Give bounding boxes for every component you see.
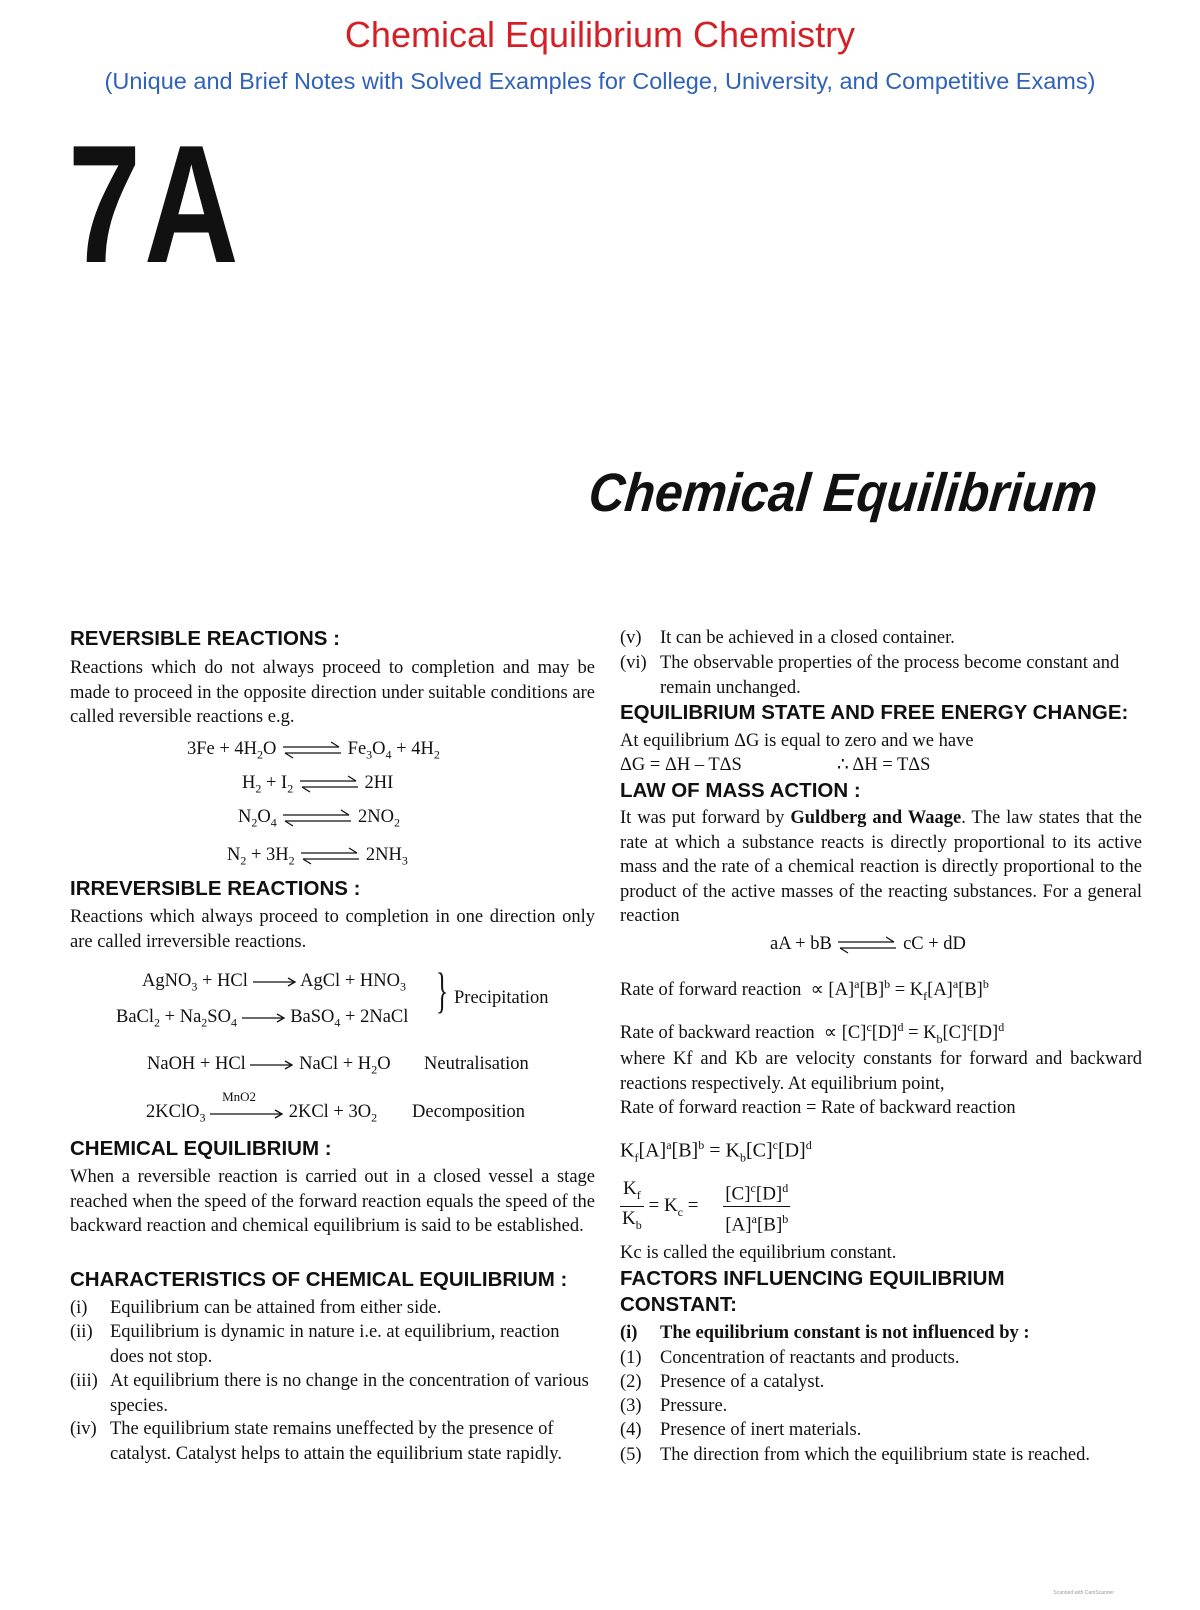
velocity-constants-text: where Kf and Kb are velocity constants for forward and backward reactions respectively. At equilibrium point, (620, 1049, 1142, 1094)
heading-factors-line2: CONSTANT: (620, 1293, 737, 1316)
scan-watermark: Scanned with CamScanner (1053, 1590, 1114, 1596)
equation-silver-nitrate: AgNO$_3$ + HCl AgCl + $HNO_3$ (142, 971, 406, 994)
heading-factors-line1: FACTORS INFLUENCING EQUILIBRIUM (620, 1267, 1005, 1290)
equilibrium-arrow-icon (299, 847, 361, 865)
backward-rate-equation: Rate of backward reaction ∝ $[C]^c[D]^d = K_b[C]^c[D]^d$ (620, 1020, 1005, 1046)
catalyst-label: MnO2 (222, 1088, 257, 1104)
document-title: Chemical Equilibrium Chemistry (344, 14, 856, 55)
list-item: (ii) Equilibrium is dynamic in nature i.e. at equilibrium, reaction does not stop. (70, 1322, 560, 1367)
heading-reversible: REVERSIBLE REACTIONS : (70, 627, 340, 650)
heading-chemical-equilibrium: CHEMICAL EQUILIBRIUM : (70, 1137, 332, 1160)
neutralisation-label: Neutralisation (424, 1054, 529, 1074)
equation-dinitrogen-tetroxide: $N_2O_4$ $2NO_2$ (238, 807, 400, 830)
reversible-text: Reactions which do not always proceed to completion and may be made to proceed in the opposite direction under suitable conditions are called reversible reactions e.g. (70, 658, 595, 727)
right-arrow-icon (253, 976, 297, 988)
heading-mass-action: LAW OF MASS ACTION : (620, 779, 861, 802)
heading-irreversible: IRREVERSIBLE REACTIONS : (70, 877, 361, 900)
list-item: (i) The equilibrium constant is not influenced by : (620, 1323, 1030, 1343)
document-subtitle: (Unique and Brief Notes with Solved Examples for College, University, and Competitive Exams) (104, 68, 1096, 94)
list-item: (3) Pressure. (620, 1396, 728, 1416)
precipitation-label: Precipitation (454, 988, 549, 1008)
list-item: (1) Concentration of reactants and products. (620, 1348, 960, 1368)
right-arrow-icon (242, 1012, 286, 1024)
equilibrium-arrow-icon (836, 936, 898, 954)
equilibrium-arrow-icon (281, 741, 343, 759)
decomposition-label: Decomposition (412, 1102, 526, 1122)
equation-hydrogen-iodine: $H_2 + I_2$ 2HI (242, 773, 394, 796)
chapter-number: 7A (68, 110, 242, 298)
equilibrium-rate-equation: $K_f[A]^a[B]^b = K_b[C]^c[D]^d$ (620, 1138, 812, 1165)
enthalpy-equation: ∴ ΔH = TΔS (837, 755, 931, 775)
equation-decomposition: 2KClO$_3$ MnO2 $2KCl + 3O_2$ (146, 1100, 377, 1130)
right-arrow-icon (250, 1059, 294, 1071)
list-item: (iii) At equilibrium there is no change in the concentration of various species. (70, 1371, 589, 1416)
forward-rate-equation: Rate of forward reaction ∝ $[A]^a[B]^b = K_f[A]^a[B]^b$ (620, 977, 989, 1003)
rate-equality-text: Rate of forward reaction = Rate of backward reaction (620, 1098, 1016, 1118)
equation-neutralisation: NaOH + HCl NaCl + $H_2O$ (147, 1054, 391, 1077)
chapter-title: Chemical Equilibrium (586, 463, 1100, 523)
equilibrium-arrow-icon (281, 809, 353, 827)
irreversible-text: Reactions which always proceed to completion in one direction only are called irreversible reactions. (70, 907, 595, 952)
equilibrium-arrow-icon (298, 775, 360, 793)
list-item: (2) Presence of a catalyst. (620, 1372, 825, 1392)
list-item: (4) Presence of inert materials. (620, 1420, 862, 1440)
list-item: (v) It can be achieved in a closed container. (620, 628, 955, 648)
list-item: (i) Equilibrium can be attained from either side. (70, 1298, 442, 1318)
heading-characteristics: CHARACTERISTICS OF CHEMICAL EQUILIBRIUM : (70, 1268, 568, 1291)
gibbs-equation: ΔG = ΔH – TΔS (620, 755, 742, 775)
brace-icon: } (436, 962, 448, 1018)
list-item: (vi) The observable properties of the process become constant and remain unchanged. (620, 653, 1120, 698)
list-item: (iv) The equilibrium state remains uneffected by the presence of catalyst. Catalyst helps to attain the equilibrium state rapidly. (70, 1419, 562, 1464)
free-energy-text: At equilibrium ΔG is equal to zero and we have (620, 731, 974, 751)
heading-free-energy: EQUILIBRIUM STATE AND FREE ENERGY CHANGE: (620, 701, 1129, 724)
general-reaction: aA + bB cC + dD (770, 934, 966, 954)
equilibrium-constant-expression: $\frac{K_f}{K_b}$ = $K_c$ = $\frac{[C]^c[D]^d}{[A]^a[B]^b}$ (622, 1177, 789, 1236)
equation-barium-chloride: BaCl$_2$ + $Na_2SO_4$ BaSO$_4$ + 2NaCl (116, 1007, 409, 1030)
chemical-equilibrium-text: When a reversible reaction is carried out in a closed vessel a stage reached when the speed of the forward reaction equals the speed of the backward reaction and chemical equilibrium is said to be established. (70, 1167, 595, 1236)
equation-ammonia: $N_2 + 3H_2$ $2NH_3$ (227, 845, 408, 868)
list-item: (5) The direction from which the equilibrium state is reached. (620, 1445, 1090, 1465)
right-arrow-icon (210, 1108, 284, 1120)
mass-action-text: It was put forward by Guldberg and Waage. The law states that the rate at which a substance reacts is directly proportional to its active mass and the rate of a chemical reaction is directly proportional to the product of the active masses of the reacting substances. For a general reaction (620, 808, 1142, 926)
equation-iron-steam: $3Fe + 4H_2O$ $Fe_3O_4 + 4H_2$ (187, 739, 440, 762)
kc-definition: Kc is called the equilibrium constant. (620, 1243, 897, 1263)
